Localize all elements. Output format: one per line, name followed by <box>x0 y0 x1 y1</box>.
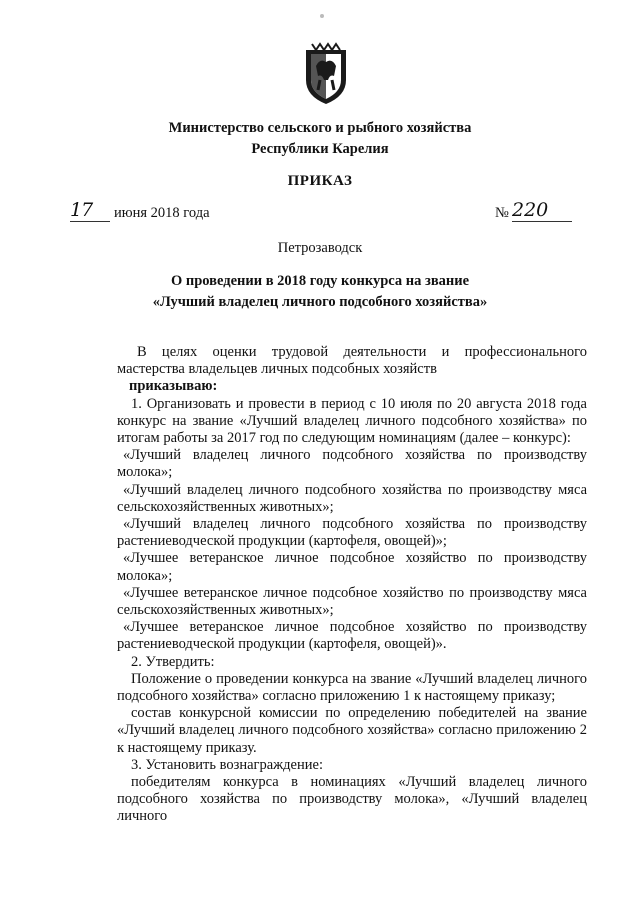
item-3a-paragraph: победителям конкурса в номинациях «Лучший владелец личного подсобного хозяйства по производству молока», «Лучший владелец личного <box>117 774 587 825</box>
document-type: ПРИКАЗ <box>287 173 353 189</box>
orders-keyword: приказываю: <box>129 378 218 395</box>
handwritten-date: 17 <box>70 199 110 222</box>
item-2-paragraph: 2. Утвердить: <box>131 653 215 670</box>
ministry-name <box>0 118 640 160</box>
ministry-line-1: Министерство сельского и рыбного хозяйства <box>168 120 472 136</box>
preamble-paragraph: В целях оценки трудовой деятельности и профессионального мастерства владельцев личных подсобных хозяйств <box>117 344 587 378</box>
date-number-row <box>70 199 575 227</box>
nomination-6: «Лучшее ветеранское личное подсобное хозяйство по производству растениеводческой продукции (картофеля, овощей)». <box>117 619 587 653</box>
nomination-3: «Лучший владелец личного подсобного хозяйства по производству растениеводческой продукции (картофеля, овощей)»; <box>117 516 587 550</box>
nomination-1: «Лучший владелец личного подсобного хозяйства по производству молока»; <box>117 447 587 481</box>
ministry-line-2: Республики Карелия <box>251 141 389 157</box>
document-body <box>117 344 587 826</box>
number-label: № <box>495 205 509 221</box>
subject-line-1: О проведении в 2018 году конкурса на звание <box>170 273 470 289</box>
item-2a-paragraph: Положение о проведении конкурса на звание «Лучший владелец личного подсобного хозяйства» согласно приложению 1 к настоящему приказу; <box>117 670 587 705</box>
city: Петрозаводск <box>277 240 363 256</box>
subject-line-2: «Лучший владелец личного подсобного хозяйства» <box>152 294 488 310</box>
date-text: июня 2018 года <box>114 205 210 221</box>
item-2b-paragraph: состав конкурсной комиссии по определению победителей на звание «Лучший владелец личного подсобного хозяйства» согласно приложению 2 к настоящему приказу. <box>117 705 587 756</box>
scan-speck <box>320 14 324 18</box>
nomination-2: «Лучший владелец личного подсобного хозяйства по производству мяса сельскохозяйственных животных»; <box>117 481 587 515</box>
item-1-paragraph: 1. Организовать и провести в период с 10 июля по 20 августа 2018 года конкурс на звание «Лучший владелец личного подсобного хозяйства» по итогам работы за 2017 год по следующим номинациям (далее – конкурс): <box>117 395 587 447</box>
document-subject <box>0 271 640 313</box>
nomination-4: «Лучшее ветеранское личное подсобное хозяйство по производству молока»; <box>117 550 587 584</box>
nomination-5: «Лучшее ветеранское личное подсобное хозяйство по производству мяса сельскохозяйственных животных»; <box>117 584 587 619</box>
karelia-coat-of-arms-icon <box>302 40 350 106</box>
item-3-paragraph: 3. Установить вознаграждение: <box>131 756 323 773</box>
handwritten-number: 220 <box>512 199 572 222</box>
